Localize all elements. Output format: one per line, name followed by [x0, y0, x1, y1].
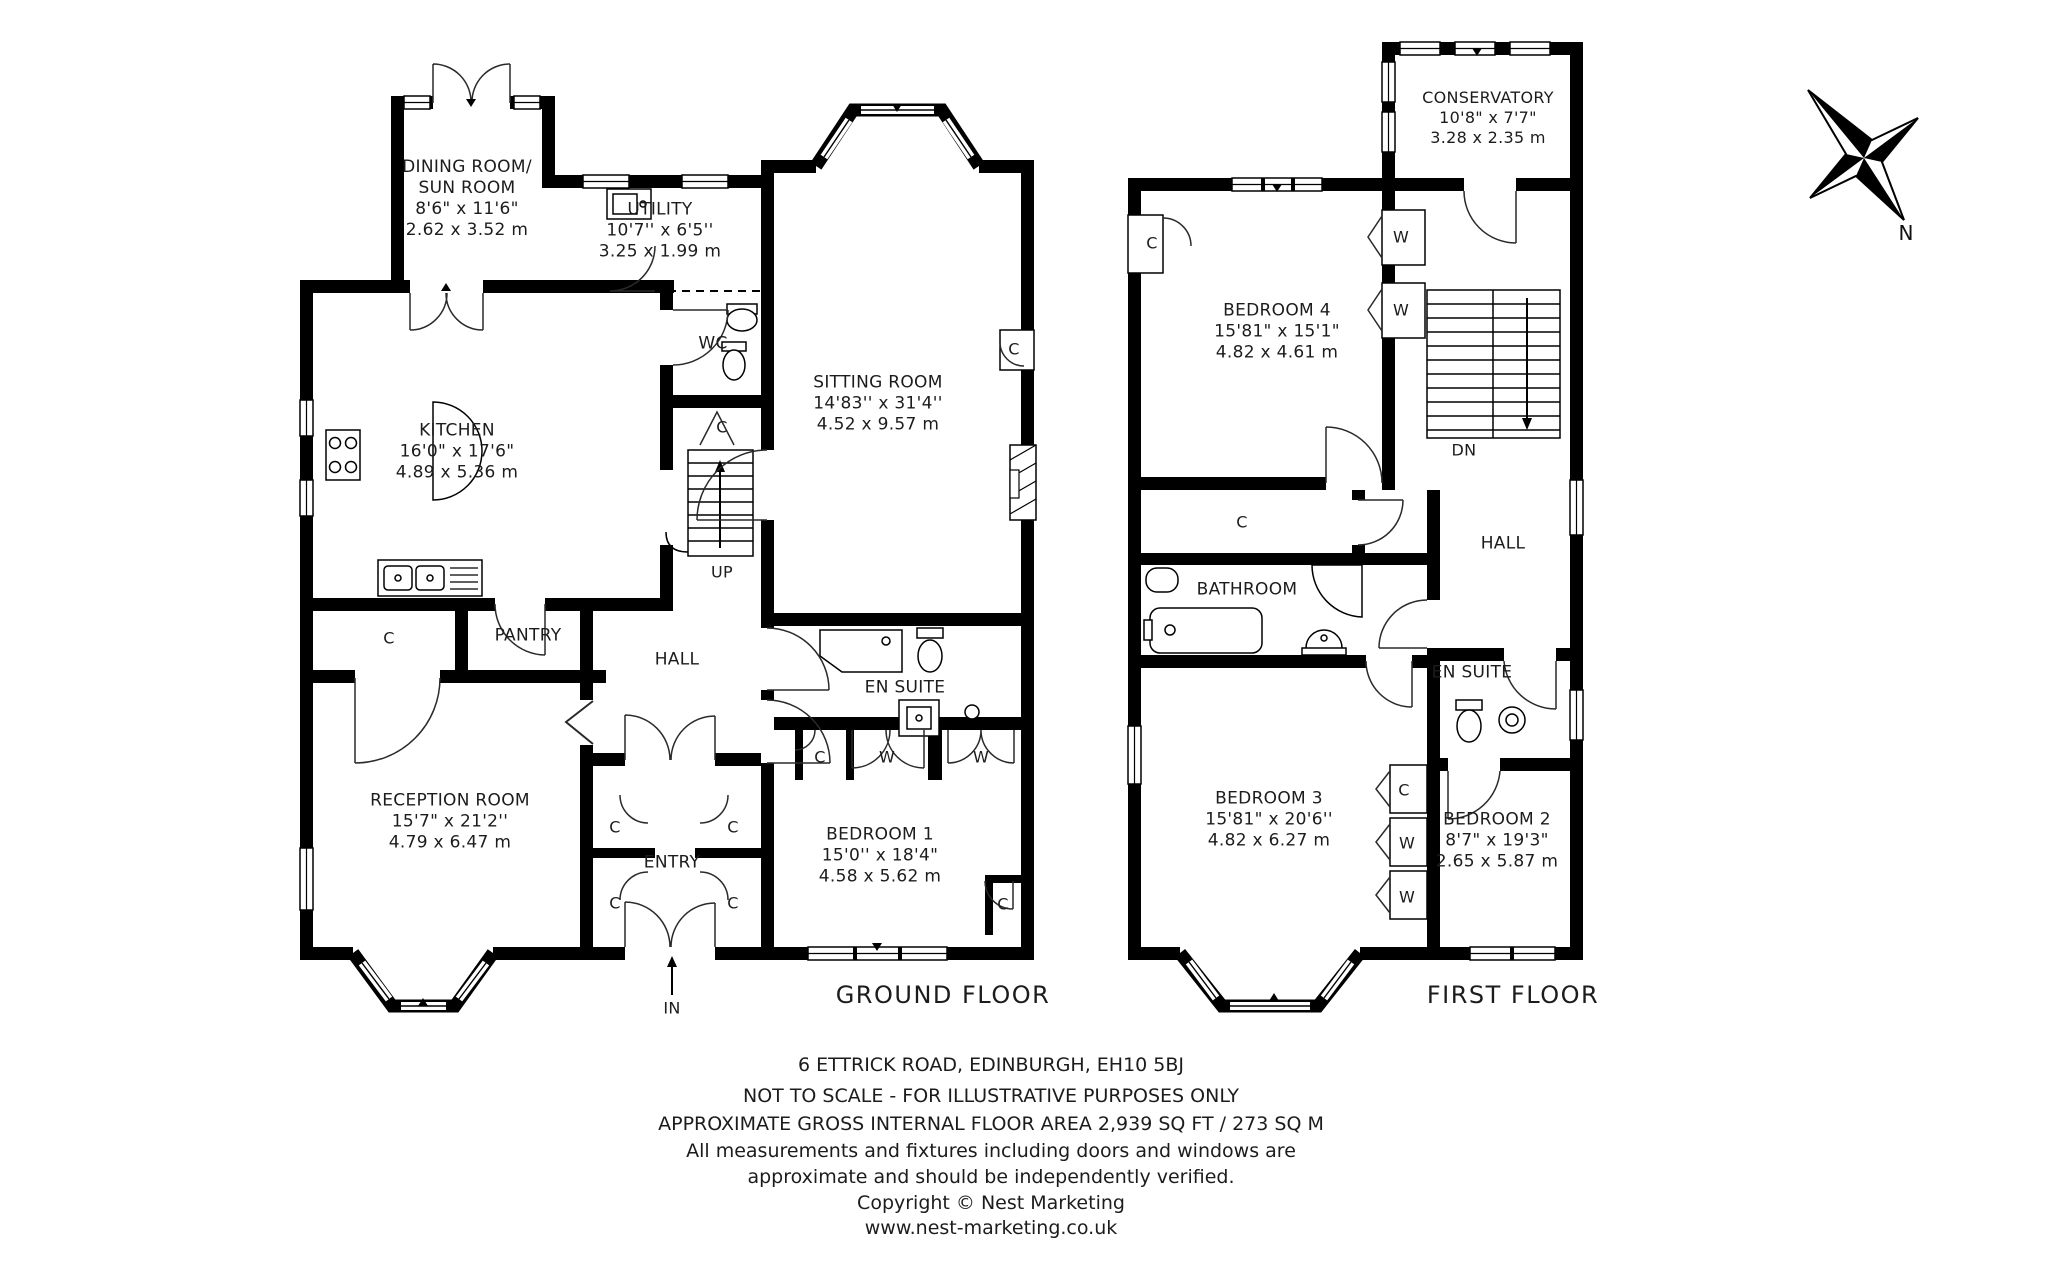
closet-label-bedroom3: C: [1398, 780, 1410, 800]
wardrobe-label-bedroom4-2: W: [1392, 300, 1410, 320]
closet-label-entry-tl: C: [609, 817, 621, 837]
wardrobe-label-2: W: [972, 747, 990, 767]
conservatory-metric: 3.28 x 2.35 m: [1430, 128, 1546, 147]
room-label-pantry: PANTRY: [494, 625, 562, 646]
conservatory-name: CONSERVATORY: [1422, 88, 1554, 107]
closet-label-bedroom1: C: [997, 894, 1009, 914]
closet-label-stairs: C: [716, 417, 728, 437]
closet-label-kitchen-row: C: [383, 628, 395, 648]
footer-address: 6 ETTRICK ROAD, EDINBURGH, EH10 5BJ: [797, 1054, 1185, 1076]
dining-name1: DINING ROOM/: [402, 157, 532, 177]
room-label-entry: ENTRY: [643, 852, 701, 873]
utility-imperial: 10'7'' x 6'5'': [606, 220, 714, 241]
wardrobe-label-bedroom4-1: W: [1392, 227, 1410, 247]
dining-imperial: 8'6" x 11'6": [415, 199, 519, 219]
bedroom4-name: BEDROOM 4: [1223, 300, 1331, 321]
utility-metric: 3.25 x 1.99 m: [598, 241, 722, 262]
room-label-wc: WC: [698, 333, 728, 354]
entrance-in-label: IN: [663, 998, 681, 1018]
bedroom2-imperial: 8'7" x 19'3": [1445, 830, 1549, 851]
reception-name: RECEPTION ROOM: [370, 790, 530, 811]
bedroom1-metric: 4.58 x 5.62 m: [818, 866, 942, 887]
bedroom3-name: BEDROOM 3: [1215, 788, 1323, 809]
footer-disclaimer-1: All measurements and fixtures including doors and windows are: [686, 1140, 1296, 1162]
room-label-bedroom1: [819, 825, 941, 888]
north-label: N: [1898, 221, 1914, 245]
footer-disclaimer-2: approximate and should be independently verified.: [747, 1166, 1235, 1188]
kitchen-imperial: 16'0" x 17'6": [399, 441, 515, 462]
stairs-down-icon: [1427, 290, 1560, 438]
first-floor-title: FIRST FLOOR: [1426, 981, 1600, 1009]
room-label-bedroom2: [1436, 810, 1558, 873]
room-label-utility: [599, 200, 721, 263]
closet-label-entry-bl: C: [609, 893, 621, 913]
dining-metric: 2.62 x 3.52 m: [405, 220, 529, 240]
wardrobe-label-1: W: [878, 747, 896, 767]
bedroom2-name: BEDROOM 2: [1443, 809, 1551, 830]
room-label-bathroom: BATHROOM: [1196, 579, 1298, 600]
conservatory-imperial: 10'8" x 7'7": [1439, 108, 1537, 127]
stairs-up-icon: [666, 450, 753, 556]
closet-label-row-c: C: [814, 747, 826, 767]
closet-label-entry-tr: C: [727, 817, 739, 837]
closet-label-entry-br: C: [727, 893, 739, 913]
sitting-metric: 4.52 x 9.57 m: [816, 414, 940, 435]
reception-imperial: 15'7" x 21'2'': [391, 811, 509, 832]
compass-rose: [1808, 90, 1918, 220]
kitchen-metric: 4.89 x 5.36 m: [395, 462, 519, 483]
room-label-bedroom4: [1214, 301, 1340, 364]
bedroom4-metric: 4.82 x 4.61 m: [1215, 342, 1339, 363]
room-label-ensuite-first: EN SUITE: [1431, 662, 1513, 683]
closet-label-bedroom4: C: [1146, 233, 1158, 253]
footer-scale-note: NOT TO SCALE - FOR ILLUSTRATIVE PURPOSES ONLY: [743, 1085, 1239, 1107]
closet-label-sitting: C: [1008, 339, 1020, 359]
room-label-conservatory: [1422, 88, 1554, 148]
bedroom1-imperial: 15'0'' x 18'4": [821, 845, 939, 866]
bedroom3-imperial: 15'81" x 20'6'': [1205, 809, 1333, 830]
footer-copyright: Copyright © Nest Marketing: [857, 1192, 1125, 1214]
bedroom4-imperial: 15'81" x 15'1": [1214, 321, 1340, 342]
room-label-hall-first: HALL: [1480, 533, 1526, 554]
sitting-name: SITTING ROOM: [813, 372, 943, 393]
room-label-hall-ground: HALL: [654, 649, 700, 670]
utility-name: UTILITY: [627, 199, 693, 220]
stairs-up-label: UP: [711, 562, 733, 582]
footer-website: www.nest-marketing.co.uk: [864, 1217, 1118, 1239]
closet-label-corridor: C: [1236, 512, 1248, 532]
fireplace-icon: [1010, 445, 1036, 520]
wardrobe-label-bedroom3-1: W: [1398, 833, 1416, 853]
room-label-dining: [402, 157, 532, 241]
kitchen-name: KITCHEN: [419, 420, 495, 441]
room-label-sitting: [813, 373, 942, 436]
footer-area-note: APPROXIMATE GROSS INTERNAL FLOOR AREA 2,939 SQ FT / 273 SQ M: [658, 1113, 1324, 1135]
wardrobe-label-bedroom3-2: W: [1398, 887, 1416, 907]
ground-floor-title: GROUND FLOOR: [835, 981, 1051, 1009]
stairs-down-label: DN: [1451, 440, 1477, 460]
room-label-kitchen: [396, 421, 518, 484]
bedroom2-metric: 2.65 x 5.87 m: [1435, 851, 1559, 872]
room-label-bedroom3: [1205, 789, 1333, 852]
bedroom1-name: BEDROOM 1: [826, 824, 934, 845]
bedroom3-metric: 4.82 x 6.27 m: [1207, 830, 1331, 851]
room-label-reception: [370, 791, 530, 854]
room-label-ensuite-ground: EN SUITE: [864, 677, 946, 698]
reception-metric: 4.79 x 6.47 m: [388, 832, 512, 853]
sitting-imperial: 14'83'' x 31'4'': [813, 393, 943, 414]
dining-name2: SUN ROOM: [418, 178, 516, 198]
